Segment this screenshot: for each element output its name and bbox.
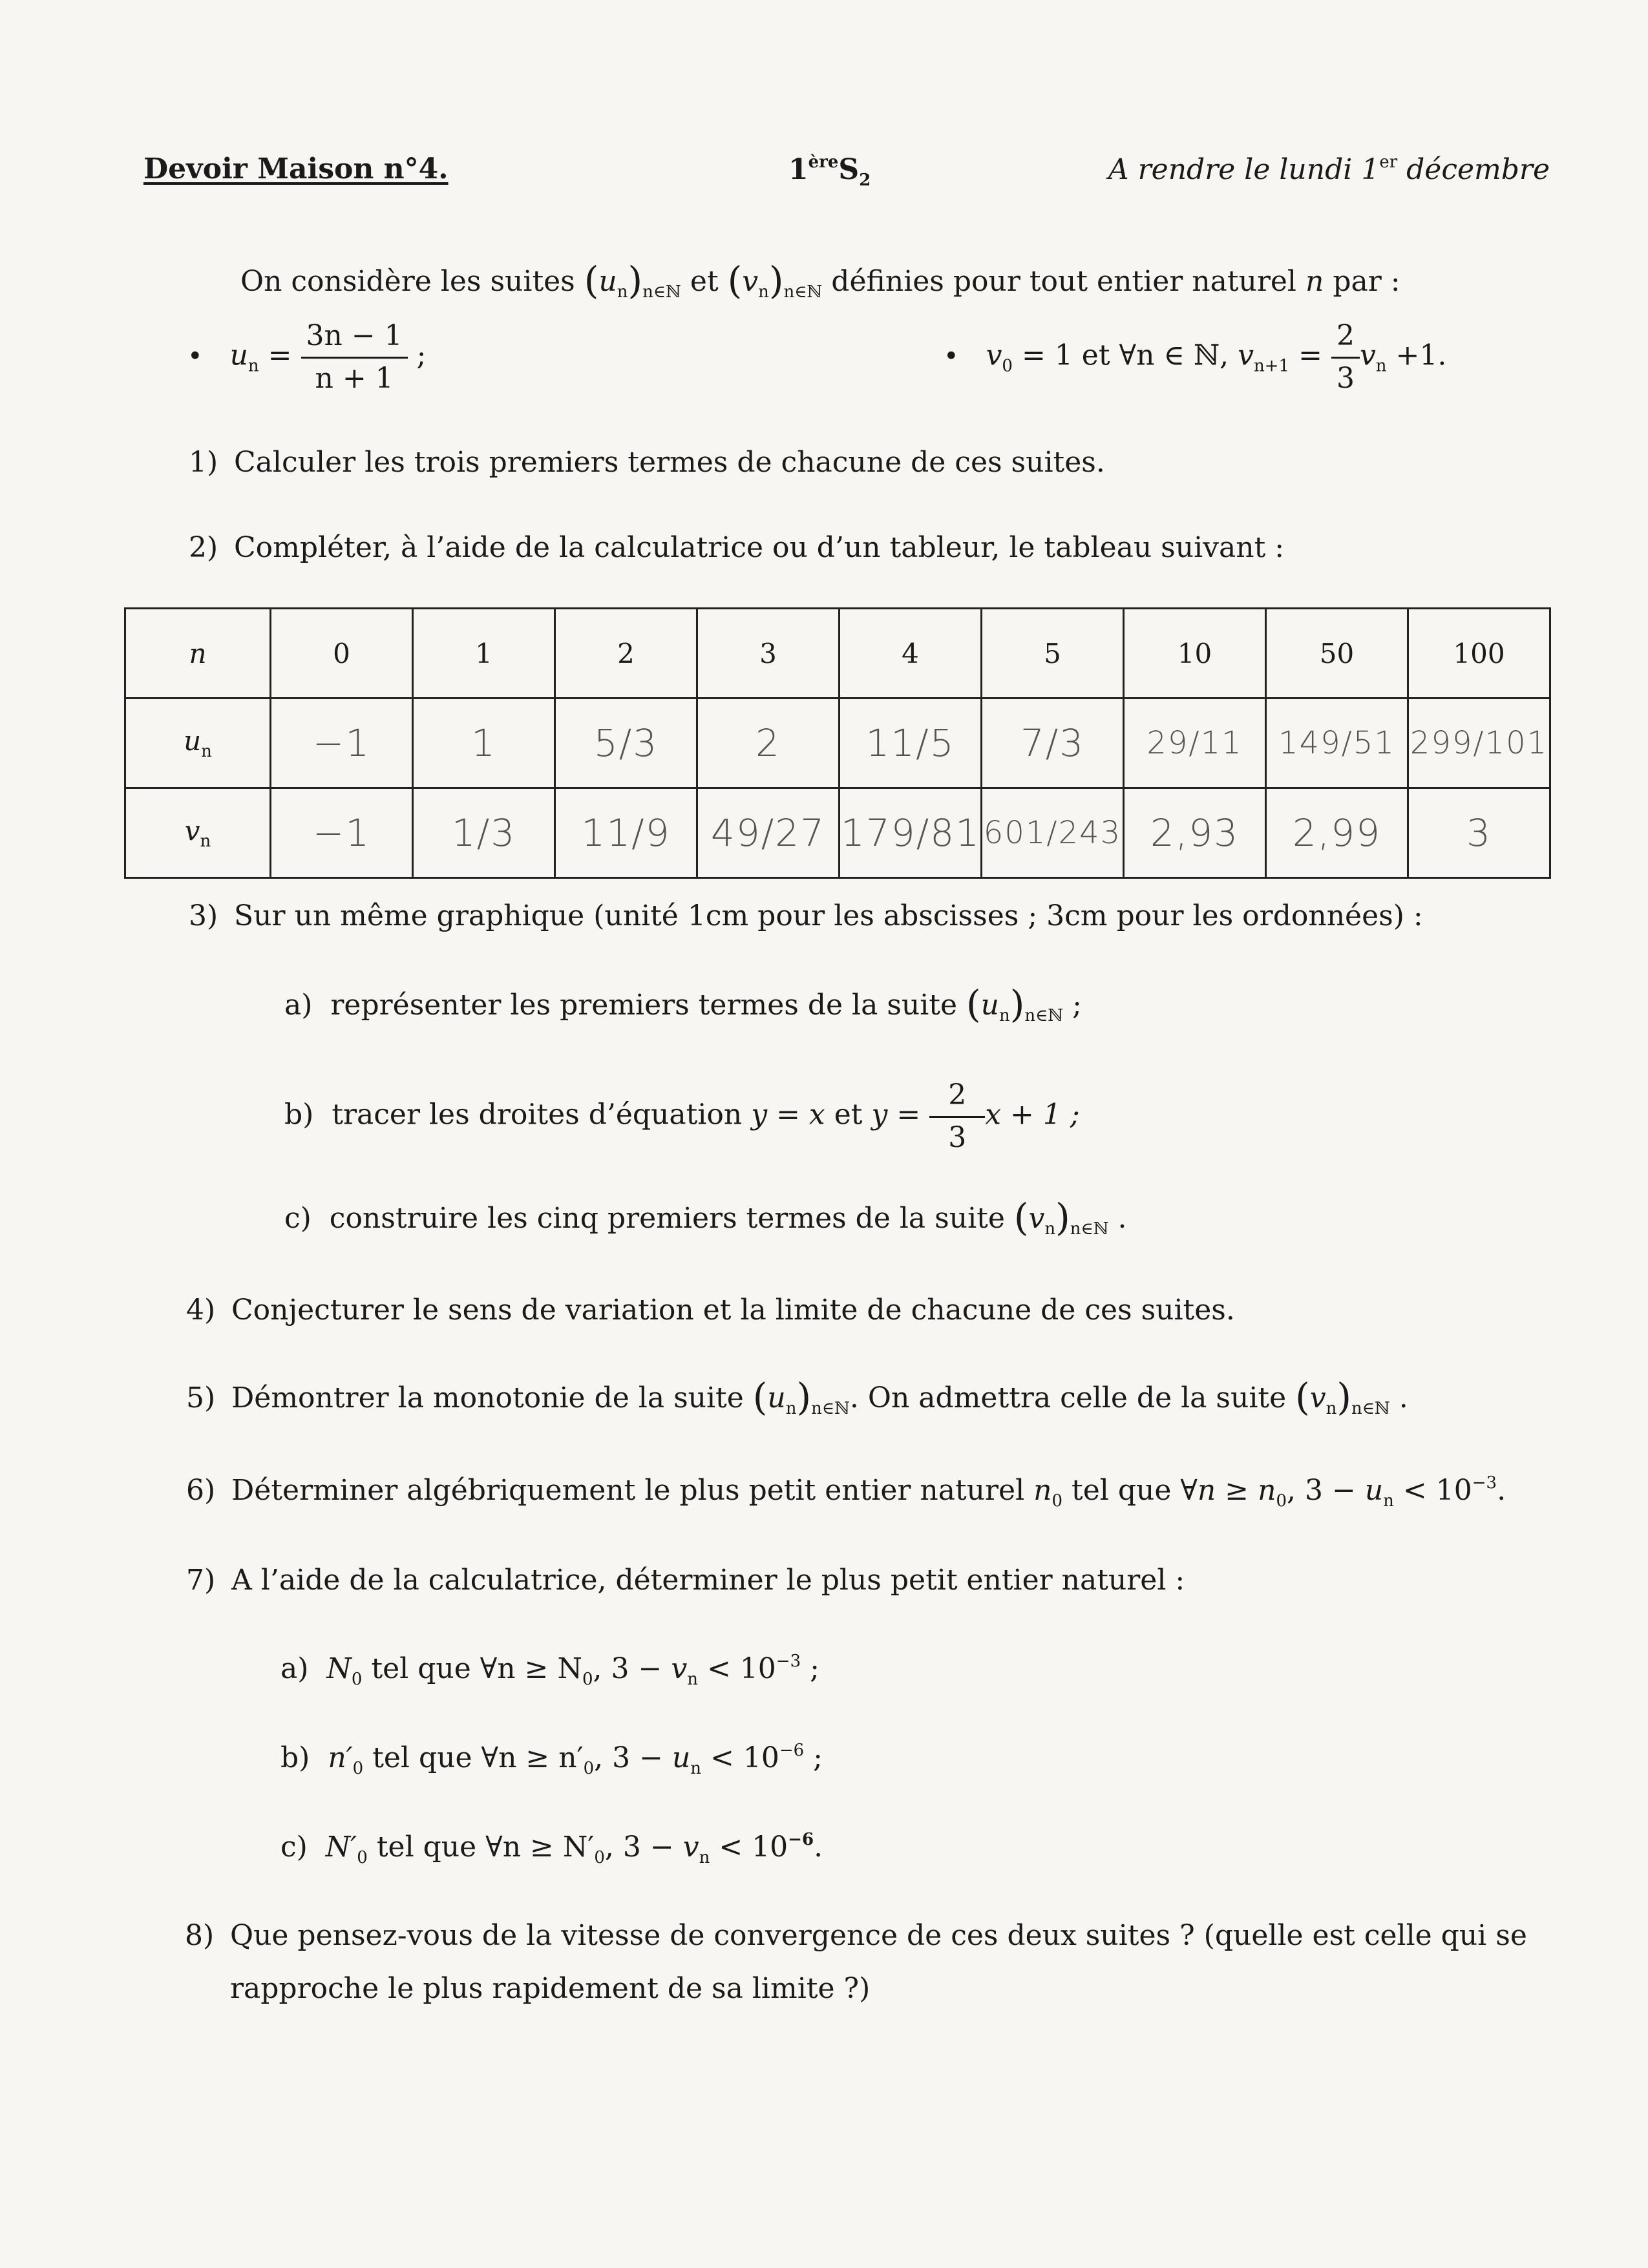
question-5: 5) Démontrer la monotonie de la suite $(u_n)_{n\in ℕ}$. On admettra celle de la suite $(v_n)_{n\in ℕ}$ . — [186, 1375, 1408, 1419]
handwritten-value: 5/3 — [555, 698, 697, 788]
handwritten-value: 149/51 — [1266, 698, 1408, 788]
table-cell: 0 — [271, 609, 413, 698]
definition-v: • $v_0 = 1$ et ∀n ∈ ℕ, $v_{n+1}$ = $\frac{2}{3}$ $v_n +1$. — [944, 319, 1447, 395]
question-8: 8) Que pensez-vous de la vitesse de convergence de ces deux suites ? (quelle est celle qui se — [185, 1919, 1527, 1952]
definition-u: • $u_n$ = $\frac{3n - 1}{n + 1}$ ; — [187, 319, 427, 395]
row-header-u: $u_n$ — [125, 698, 271, 788]
question-7a: a) $N_0$ tel que ∀n ≥ $N_0$, $3 - v_n < 10^{-3}$ ; — [280, 1652, 819, 1689]
table-row-u — [125, 698, 1550, 788]
table-cell: 4 — [840, 609, 982, 698]
intro-sentence: On considère les suites $(u_n)_{n\in ℕ}$ et $(v_n)_{n\in ℕ}$ définies pour tout entier naturel n par : — [240, 258, 1400, 302]
table-cell: 50 — [1266, 609, 1408, 698]
table-row-v — [125, 788, 1550, 878]
question-7c: c) $N'_0$ tel que ∀n ≥ $N'_0$, $3 - v_n < 10^{-6}$. — [280, 1830, 823, 1867]
row-header-v: $v_n$ — [125, 788, 271, 878]
handwritten-value: 299/101 — [1408, 698, 1550, 788]
question-3: 3) Sur un même graphique (unité 1cm pour les abscisses ; 3cm pour les ordonnées) : — [189, 899, 1423, 932]
handwritten-value: 49/27 — [697, 788, 840, 878]
question-6: 6) Déterminer algébriquement le plus petit entier naturel $n_0$ tel que ∀n ≥ $n_0$, $3 - u_n < 10^{-3}$. — [186, 1473, 1506, 1511]
question-3b: b) tracer les droites d’équation y = x et $y = \frac{2}{3}$ x + 1 ; — [284, 1078, 1080, 1154]
class-label: $1èreS_2$ — [788, 152, 871, 190]
table-row-n — [125, 609, 1550, 698]
handwritten-value: 2,93 — [1124, 788, 1266, 878]
question-8-continued: rapproche le plus rapidement de sa limite ?) — [230, 1972, 871, 2005]
question-7b: b) $n'_0$ tel que ∀n ≥ $n'_0$, $3 - u_n < 10^{-6}$ ; — [280, 1741, 823, 1778]
table-cell: 2 — [555, 609, 697, 698]
table-cell: 1 — [413, 609, 555, 698]
handwritten-value: −1 — [271, 788, 413, 878]
table-cell: 3 — [697, 609, 840, 698]
table-cell: 100 — [1408, 609, 1550, 698]
table-cell: 5 — [982, 609, 1124, 698]
question-4: 4) Conjecturer le sens de variation et la limite de chacune de ces suites. — [186, 1294, 1235, 1327]
question-3c: c) construire les cinq premiers termes de la suite $(v_n)_{n\in ℕ}$ . — [284, 1195, 1127, 1239]
row-header-n: n — [125, 609, 271, 698]
handwritten-value: −1 — [271, 698, 413, 788]
handwritten-value: 3 — [1408, 788, 1550, 878]
due-date: A rendre le lundi 1er décembre — [1108, 152, 1550, 186]
handwritten-value: 29/11 — [1124, 698, 1266, 788]
question-1: 1) Calculer les trois premiers termes de chacune de ces suites. — [189, 446, 1105, 479]
values-table — [124, 607, 1551, 879]
handwritten-value: 7/3 — [982, 698, 1124, 788]
handwritten-value: 179/81 — [840, 788, 982, 878]
handwritten-value: 601/243 — [982, 788, 1124, 878]
handwritten-value: 2,99 — [1266, 788, 1408, 878]
handwritten-value: 1/3 — [413, 788, 555, 878]
handwritten-value: 1 — [413, 698, 555, 788]
handwritten-value: 11/5 — [840, 698, 982, 788]
handwritten-value: 2 — [697, 698, 840, 788]
question-2: 2) Compléter, à l’aide de la calculatrice ou d’un tableur, le tableau suivant : — [189, 531, 1285, 564]
document-title: Devoir Maison n°4. — [143, 152, 449, 185]
handwritten-value: 11/9 — [555, 788, 697, 878]
question-3a: a) représenter les premiers termes de la suite $(u_n)_{n\in ℕ}$ ; — [284, 982, 1082, 1026]
table-cell: 10 — [1124, 609, 1266, 698]
question-7: 7) A l’aide de la calculatrice, déterminer le plus petit entier naturel : — [186, 1564, 1185, 1597]
